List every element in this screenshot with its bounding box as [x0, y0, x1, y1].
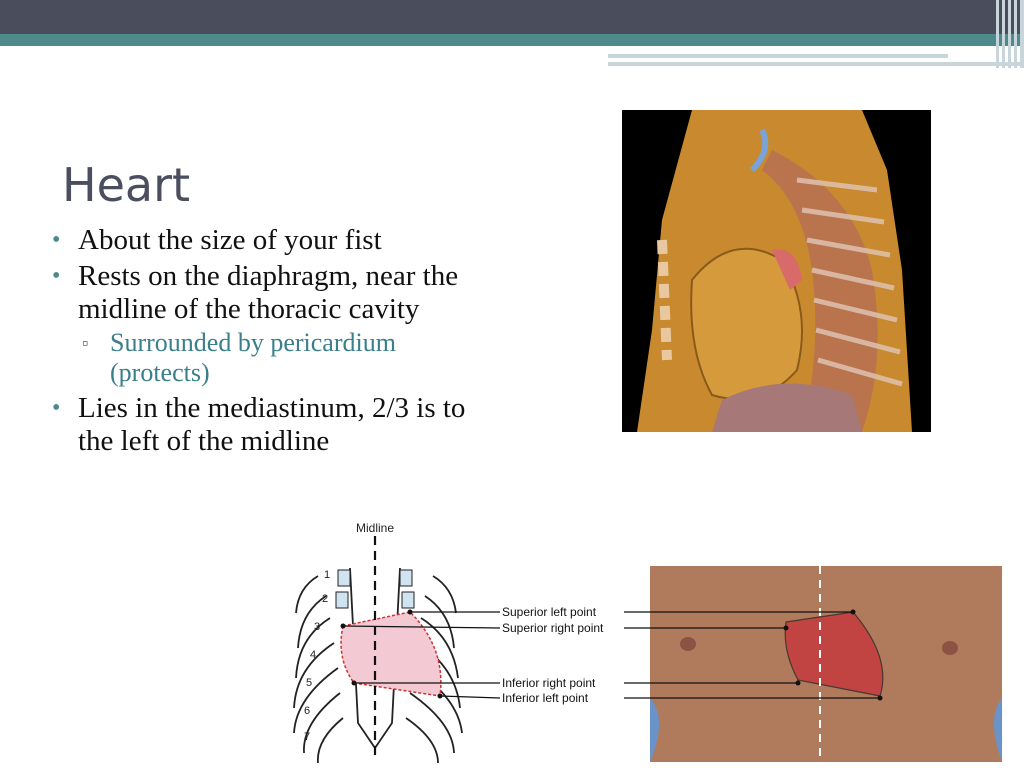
slide-title: Heart [62, 158, 191, 212]
rib-number: 6 [304, 705, 311, 717]
rib-number: 3 [314, 621, 321, 633]
heart-location-diagram [288, 518, 1004, 768]
sub-bullet-item [78, 328, 490, 388]
sub-bullet-text: Surrounded by pericardium (protects) [110, 328, 396, 387]
bullet-item [50, 392, 490, 458]
bullet-text: Rests on the diaphragm, near the midline of the thoracic cavity [78, 260, 459, 325]
thoracic-dissection-photo [622, 110, 931, 432]
bullet-text: About the size of your fist [78, 224, 382, 256]
sub-bullet-list [78, 328, 490, 388]
midline-label: Midline [355, 521, 395, 535]
label-superior-right: Superior right point [502, 621, 604, 635]
top-banner [0, 0, 1024, 80]
rib-number: 2 [322, 593, 329, 605]
label-superior-left: Superior left point [502, 605, 597, 619]
rib-number: 4 [310, 649, 317, 661]
rib-number: 1 [324, 569, 331, 581]
banner-stripes [996, 0, 1024, 68]
bullet-text: Lies in the mediastinum, 2/3 is to the left of the midline [78, 392, 466, 457]
banner-teal-band [0, 34, 1024, 46]
label-inferior-left: Inferior left point [502, 691, 589, 705]
banner-dark-band [0, 0, 1024, 34]
rib-number: 7 [304, 731, 311, 743]
bullet-list [50, 224, 490, 461]
banner-accent-line [608, 62, 1024, 66]
banner-accent-line [608, 54, 948, 58]
bullet-item [50, 260, 490, 388]
bullet-item [50, 224, 490, 257]
rib-number: 5 [306, 677, 313, 689]
label-inferior-right: Inferior right point [502, 676, 596, 690]
